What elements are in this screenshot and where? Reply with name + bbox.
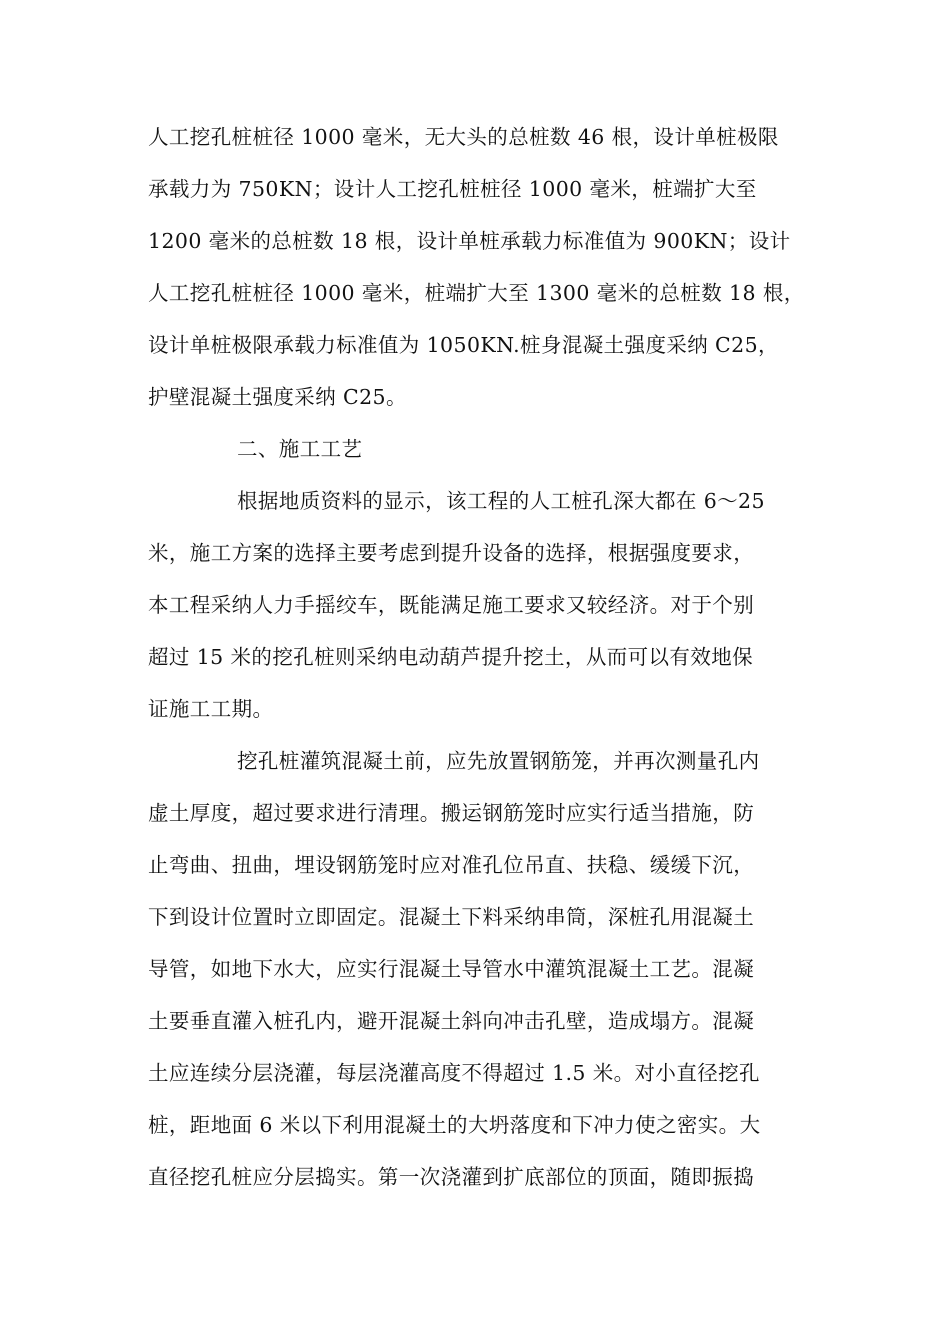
text-line: 护壁混凝土强度采纳 C25。	[148, 385, 407, 409]
section-heading: 二、施工工艺	[237, 437, 363, 461]
text-line: 承载力为 750KN；设计人工挖孔桩桩径 1000 毫米，桩端扩大至	[148, 177, 757, 201]
text-line: 超过 15 米的挖孔桩则采纳电动葫芦提升挖土，从而可以有效地保	[148, 645, 754, 669]
text-line: 挖孔桩灌筑混凝土前，应先放置钢筋笼，并再次测量孔内	[237, 749, 760, 773]
text-line: 设计单桩极限承载力标准值为 1050KN.桩身混凝土强度采纳 C25，	[148, 333, 779, 357]
text-line: 1200 毫米的总桩数 18 根，设计单桩承载力标准值为 900KN；设计	[148, 229, 791, 253]
text-line: 下到设计位置时立即固定。混凝土下料采纳串筒，深桩孔用混凝土	[148, 905, 755, 929]
text-line: 虚土厚度，超过要求进行清理。搬运钢筋笼时应实行适当措施，防	[148, 801, 755, 825]
text-line: 根据地质资料的显示，该工程的人工桩孔深大都在 6～25	[237, 489, 765, 513]
text-line: 米，施工方案的选择主要考虑到提升设备的选择，根据强度要求，	[148, 541, 755, 565]
text-line: 桩，距地面 6 米以下利用混凝土的大坍落度和下冲力使之密实。大	[148, 1113, 761, 1137]
text-line: 土应连续分层浇灌，每层浇灌高度不得超过 1.5 米。对小直径挖孔	[148, 1061, 760, 1085]
text-line: 直径挖孔桩应分层捣实。第一次浇灌到扩底部位的顶面，随即振捣	[148, 1165, 755, 1189]
text-line: 本工程采纳人力手摇绞车，既能满足施工要求又较经济。对于个别	[148, 593, 755, 617]
text-line: 土要垂直灌入桩孔内，避开混凝土斜向冲击孔壁，造成塌方。混凝	[148, 1009, 755, 1033]
text-line: 止弯曲、扭曲，埋设钢筋笼时应对准孔位吊直、扶稳、缓缓下沉，	[148, 853, 755, 877]
text-line: 人工挖孔桩桩径 1000 毫米，桩端扩大至 1300 毫米的总桩数 18 根，	[148, 281, 805, 305]
text-line: 人工挖孔桩桩径 1000 毫米，无大头的总桩数 46 根，设计单桩极限	[148, 125, 779, 149]
text-line: 证施工工期。	[148, 697, 274, 721]
text-line: 导管，如地下水大，应实行混凝土导管水中灌筑混凝土工艺。混凝	[148, 957, 755, 981]
